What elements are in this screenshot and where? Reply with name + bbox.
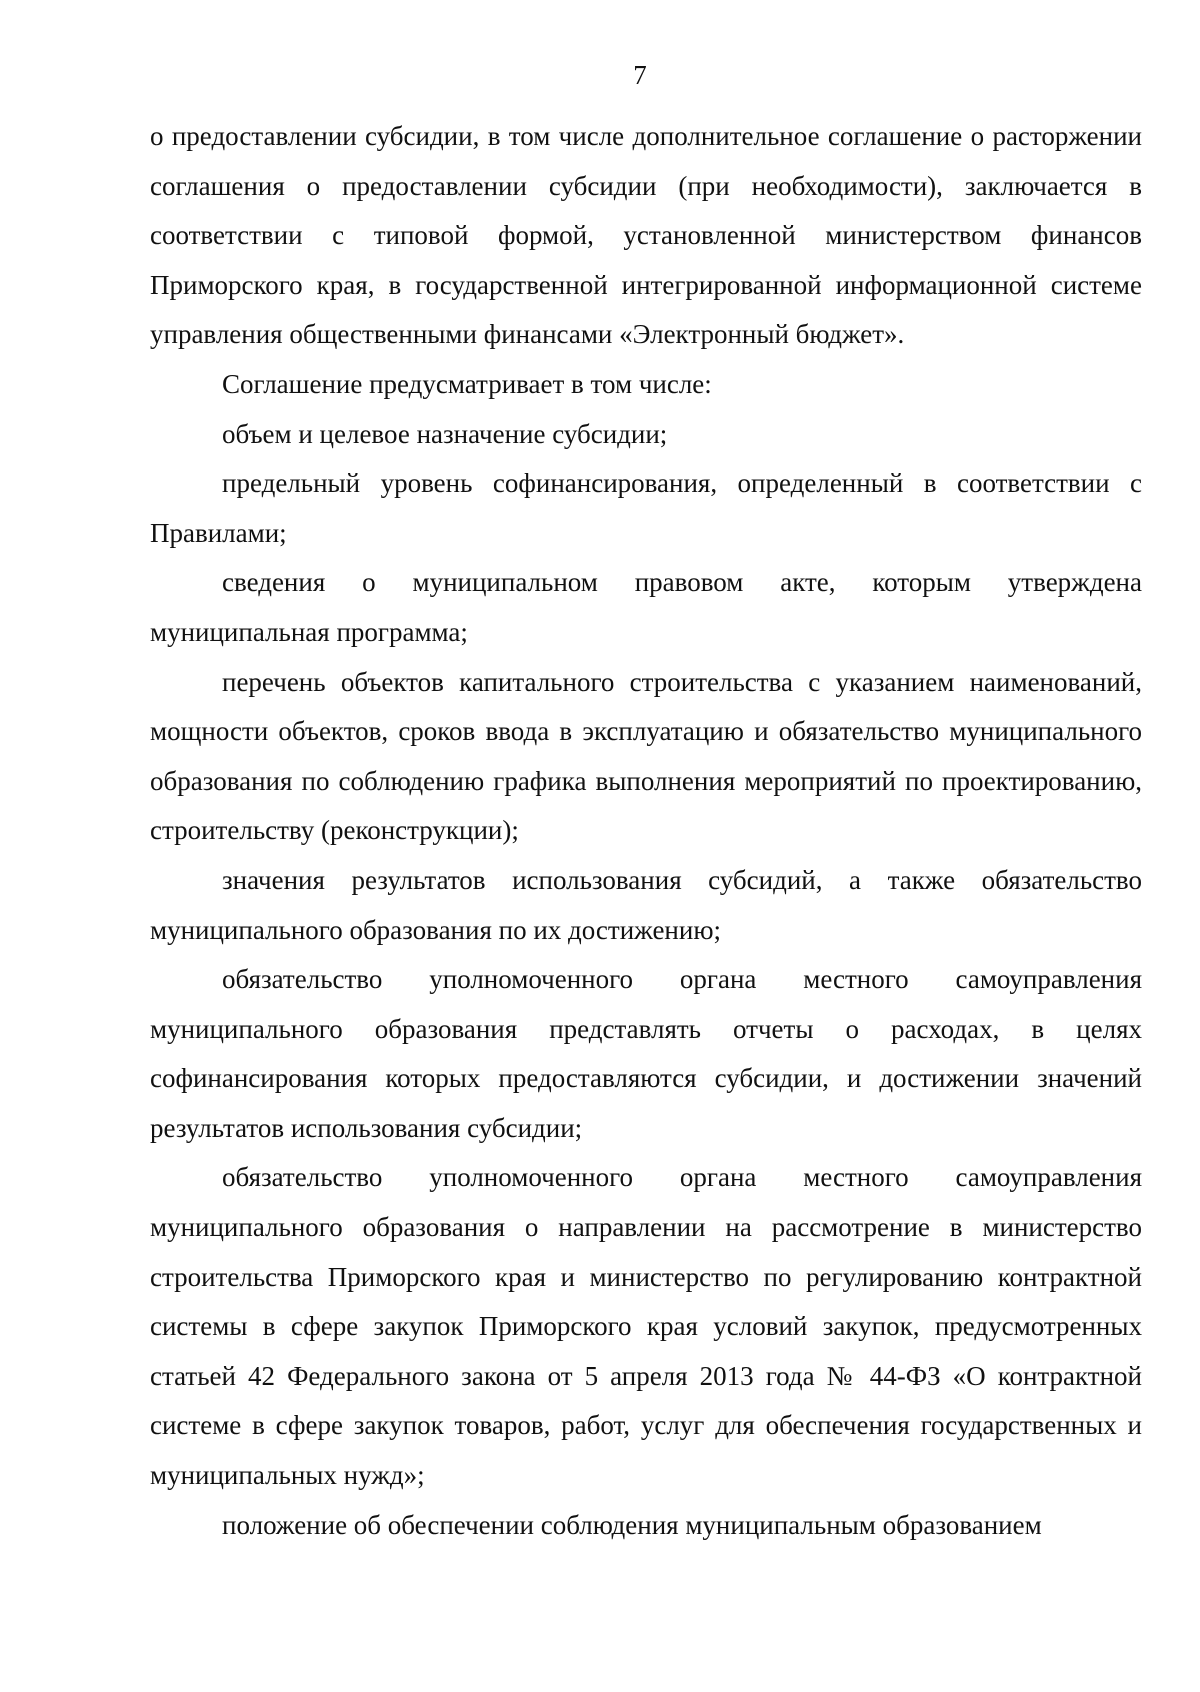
paragraph: Соглашение предусматривает в том числе: (222, 368, 712, 399)
page-number: 7 (633, 60, 647, 90)
paragraph: значения результатов использования субсидий, а также обязательство муниципального образования по их достижению; (150, 864, 1142, 945)
paragraph: обязательство уполномоченного органа местного самоуправления муниципального образования представлять отчеты о расходах, в целях софинансирования которых предоставляются субсидии, и достижении значений результатов использования субсидии; (150, 964, 1142, 1143)
paragraph: сведения о муниципальном правовом акте, которым утверждена муниципальная программа; (150, 567, 1142, 647)
paragraph: объем и целевое назначение субсидии; (222, 418, 668, 449)
paragraph: обязательство уполномоченного органа местного самоуправления муниципального образования о направлении на рассмотрение в министерство строительства Приморского края и министерство по регулированию контрактной системы в сфере закупок Приморского края условий закупок, предусмотренных статьей 42 Федерального закона от 5 апреля 2013 года № 44-ФЗ «О контрактной системе в сфере закупок товаров, работ, услуг для обеспечения государственных и муниципальных нужд»; (150, 1162, 1142, 1491)
paragraph: положение об обеспечении соблюдения муниципальным образованием (222, 1509, 1042, 1540)
document-body (150, 112, 1142, 1550)
paragraph: предельный уровень софинансирования, определенный в соответствии с Правилами; (150, 468, 1142, 548)
paragraph: о предоставлении субсидии, в том числе дополнительное соглашение о расторжении соглашения о предоставлении субсидии (при необходимости), заключается в соответствии с типовой формой, установленной министерством финансов Приморского края, в государственной интегрированной информационной системе управления общественными финансами «Электронный бюджет». (150, 121, 1142, 350)
paragraph: перечень объектов капитального строительства с указанием наименований, мощности объектов, сроков ввода в эксплуатацию и обязательство муниципального образования по соблюдению графика выполнения мероприятий по проектированию, строительству (реконструкции); (150, 666, 1142, 846)
